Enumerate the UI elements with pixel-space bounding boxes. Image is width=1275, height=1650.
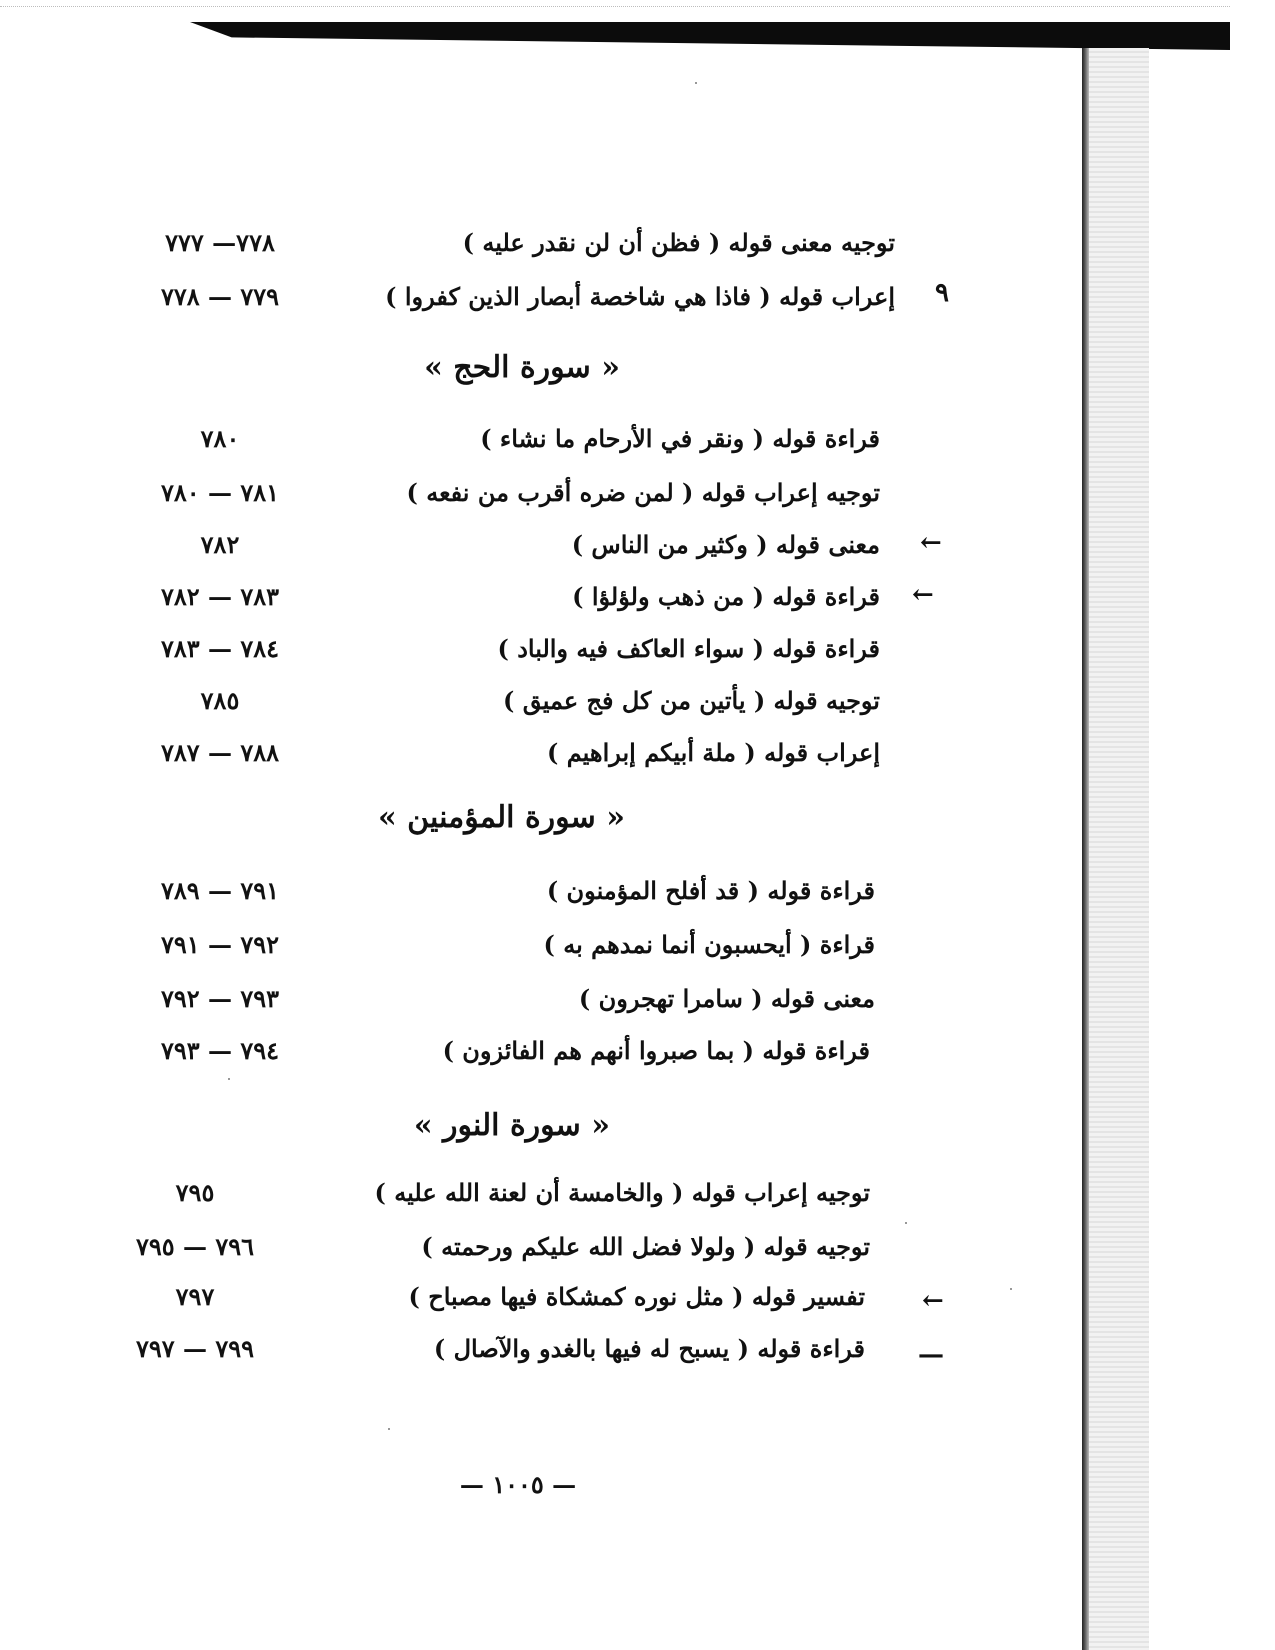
section-heading: « سورة النور » [413,1108,610,1143]
toc-entry-title: إعراب قوله ( ملة أبيكم إبراهيم ) [547,738,880,767]
toc-entry-pages: ٧٩٢ — ٧٩١ [160,930,280,959]
toc-entry-title: تفسير قوله ( مثل نوره كمشكاة فيها مصباح ) [408,1282,865,1311]
toc-entry-title: توجيه إعراب قوله ( والخامسة أن لعنة الله عليه ) [374,1178,870,1207]
toc-entry-title: قراءة قوله ( سواء العاكف فيه والباد ) [497,634,880,663]
toc-entry-title: إعراب قوله ( فاذا هي شاخصة أبصار الذين كفروا ) [385,282,895,311]
scan-speck [228,1078,230,1080]
page-stack-edge [1089,48,1149,1650]
toc-entry-pages: ٧٨٠ [200,424,240,453]
toc-entry-title: توجيه قوله ( يأتين من كل فج عميق ) [503,686,880,715]
toc-entry-pages: ٧٩٥ [175,1178,215,1207]
toc-entry-pages: ٧٧٩ — ٧٧٨ [160,282,280,311]
toc-entry-pages: ٧٨٥ [200,686,240,715]
toc-entry-title: توجيه قوله ( ولولا فضل الله عليكم ورحمته ) [421,1232,870,1261]
toc-entry-title: معنى قوله ( سامرا تهجرون ) [578,984,875,1013]
margin-mark: — [918,1340,944,1370]
toc-entry-title: قراءة قوله ( قد أفلح المؤمنون ) [546,876,875,905]
toc-entry-title: قراءة قوله ( ونقر في الأرحام ما نشاء ) [480,424,880,453]
scan-speck [695,82,697,84]
page-number: — ١٠٠٥ — [459,1470,577,1499]
toc-entry-title: قراءة قوله ( يسبح له فيها بالغدو والآصال ) [433,1334,865,1363]
toc-entry-pages: ٧٩٣ — ٧٩٢ [160,984,280,1013]
toc-entry-pages: ٧٩٤ — ٧٩٣ [160,1036,280,1065]
toc-entry-pages: ٧٩٩ — ٧٩٧ [135,1334,255,1363]
section-heading: « سورة المؤمنين » [377,800,625,835]
margin-mark: ٩ [935,278,949,308]
toc-entry-pages: ٧٩١ — ٧٨٩ [160,876,280,905]
book-spine-edge [1082,48,1089,1650]
scan-speck [905,1222,907,1224]
toc-entry-title: قراءة قوله ( من ذهب ولؤلؤا ) [572,582,880,611]
margin-mark: ← [922,1286,944,1316]
toc-entry-pages: ٧٩٧ [175,1282,215,1311]
toc-entry-pages: ٧٩٦ — ٧٩٥ [135,1232,255,1261]
margin-mark: ← [920,528,942,558]
toc-entry-title: توجيه معنى قوله ( فظن أن لن نقدر عليه ) [462,228,895,257]
margin-mark: ← [912,580,934,610]
toc-entry-pages: ٧٨١ — ٧٨٠ [160,478,280,507]
toc-entry-pages: ٧٨٢ [200,530,240,559]
scan-noise-top [0,6,1230,7]
toc-entry-pages: ٧٧٨— ٧٧٧ [165,228,275,257]
toc-entry-pages: ٧٨٨ — ٧٨٧ [160,738,280,767]
toc-entry-title: توجيه إعراب قوله ( لمن ضره أقرب من نفعه ) [406,478,880,507]
toc-entry-pages: ٧٨٣ — ٧٨٢ [160,582,280,611]
toc-entry-title: معنى قوله ( وكثير من الناس ) [571,530,880,559]
toc-entry-title: قراءة ( أيحسبون أنما نمدهم به ) [543,930,875,959]
toc-entry-title: قراءة قوله ( بما صبروا أنهم هم الفائزون ) [442,1036,870,1065]
scan-speck [388,1428,390,1430]
section-heading: « سورة الحج » [424,350,620,385]
toc-entry-pages: ٧٨٤ — ٧٨٣ [160,634,280,663]
binding-shadow-band [190,22,1230,50]
scan-speck [1010,1288,1012,1290]
